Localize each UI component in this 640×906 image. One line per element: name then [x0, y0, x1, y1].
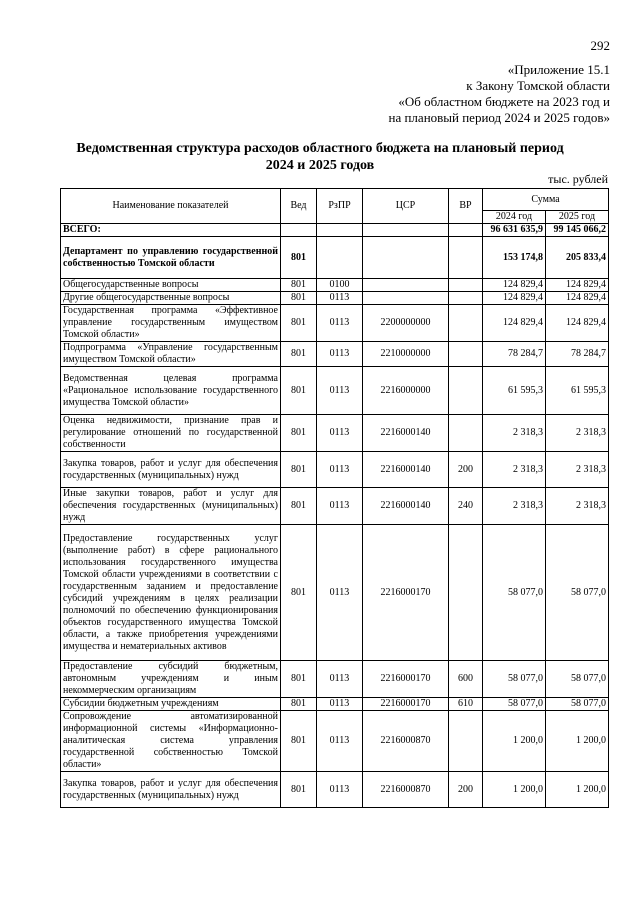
total-2025: 99 145 066,2 — [546, 224, 609, 237]
header-name: Наименование показателей — [61, 189, 281, 224]
row-2025: 124 829,4 — [546, 292, 609, 305]
header-sum: Сумма — [483, 189, 609, 211]
header-rzpr: РзПР — [317, 189, 363, 224]
row-ved: 801 — [281, 711, 317, 772]
row-vr — [449, 292, 483, 305]
row-2024: 58 077,0 — [483, 698, 546, 711]
row-ved: 801 — [281, 452, 317, 488]
row-rzpr: 0113 — [317, 488, 363, 525]
row-2024: 124 829,4 — [483, 292, 546, 305]
row-vr — [449, 279, 483, 292]
row-vr — [449, 367, 483, 415]
row-2025: 2 318,3 — [546, 452, 609, 488]
row-2025: 1 200,0 — [546, 772, 609, 808]
table-row — [61, 237, 609, 279]
annex-header — [389, 62, 611, 126]
row-2024: 2 318,3 — [483, 415, 546, 452]
row-2025: 1 200,0 — [546, 711, 609, 772]
row-csr — [363, 279, 449, 292]
title-line-1: Ведомственная структура расходов областного бюджета на плановый период — [76, 141, 564, 156]
table-row — [61, 342, 609, 367]
row-ved: 801 — [281, 292, 317, 305]
row-vr: 200 — [449, 452, 483, 488]
row-name: Сопровождение автоматизированной информационной системы «Информационно-аналитическая система управления государственной собственностью Томской области» — [61, 711, 281, 772]
row-2025: 58 077,0 — [546, 525, 609, 661]
row-rzpr: 0113 — [317, 342, 363, 367]
row-ved: 801 — [281, 279, 317, 292]
row-name: Оценка недвижимости, признание прав и регулирование отношений по государственной собственности — [61, 415, 281, 452]
row-ved: 801 — [281, 698, 317, 711]
table-row — [61, 711, 609, 772]
header-vr: ВР — [449, 189, 483, 224]
row-ved: 801 — [281, 772, 317, 808]
header-ved: Вед — [281, 189, 317, 224]
row-name: Предоставление субсидий бюджетным, автономным учреждениям и иным некоммерческим организациям — [61, 661, 281, 698]
row-vr — [449, 237, 483, 279]
row-2025: 2 318,3 — [546, 488, 609, 525]
row-vr: 610 — [449, 698, 483, 711]
row-vr: 600 — [449, 661, 483, 698]
row-name: Государственная программа «Эффективное управление государственным имуществом Томской области» — [61, 305, 281, 342]
row-rzpr: 0113 — [317, 661, 363, 698]
row-csr: 2216000140 — [363, 452, 449, 488]
total-2024: 96 631 635,9 — [483, 224, 546, 237]
row-rzpr: 0113 — [317, 711, 363, 772]
total-csr — [363, 224, 449, 237]
row-vr — [449, 415, 483, 452]
row-2025: 124 829,4 — [546, 279, 609, 292]
row-csr: 2210000000 — [363, 342, 449, 367]
row-rzpr: 0113 — [317, 525, 363, 661]
row-2024: 78 284,7 — [483, 342, 546, 367]
units-label: тыс. рублей — [548, 172, 608, 186]
row-name: Подпрограмма «Управление государственным имуществом Томской области» — [61, 342, 281, 367]
row-name: Закупка товаров, работ и услуг для обеспечения государственных (муниципальных) нужд — [61, 452, 281, 488]
row-ved: 801 — [281, 237, 317, 279]
row-csr: 2216000140 — [363, 415, 449, 452]
row-2024: 153 174,8 — [483, 237, 546, 279]
row-ved: 801 — [281, 525, 317, 661]
row-2024: 2 318,3 — [483, 452, 546, 488]
row-name: Субсидии бюджетным учреждениям — [61, 698, 281, 711]
row-csr — [363, 292, 449, 305]
budget-table — [60, 188, 609, 808]
row-2024: 124 829,4 — [483, 279, 546, 292]
page-number: 292 — [590, 38, 610, 53]
row-2025: 61 595,3 — [546, 367, 609, 415]
header-2024: 2024 год — [483, 211, 546, 224]
title-line-2: 2024 и 2025 годов — [265, 158, 375, 173]
row-csr: 2200000000 — [363, 305, 449, 342]
table-row — [61, 415, 609, 452]
annex-line-2: к Закону Томской области — [466, 78, 610, 93]
row-ved: 801 — [281, 415, 317, 452]
table-row — [61, 488, 609, 525]
row-name: Иные закупки товаров, работ и услуг для обеспечения государственных (муниципальных) нужд — [61, 488, 281, 525]
total-rzpr — [317, 224, 363, 237]
row-rzpr: 0113 — [317, 698, 363, 711]
row-vr — [449, 305, 483, 342]
annex-line-1: «Приложение 15.1 — [507, 62, 610, 77]
row-rzpr: 0100 — [317, 279, 363, 292]
row-2024: 1 200,0 — [483, 711, 546, 772]
row-csr: 2216000140 — [363, 488, 449, 525]
row-rzpr — [317, 237, 363, 279]
row-2025: 58 077,0 — [546, 661, 609, 698]
row-ved: 801 — [281, 661, 317, 698]
table-row — [61, 292, 609, 305]
row-csr: 2216000000 — [363, 367, 449, 415]
annex-line-3: «Об областном бюджете на 2023 год и — [398, 94, 610, 109]
row-name: Общегосударственные вопросы — [61, 279, 281, 292]
row-vr — [449, 342, 483, 367]
row-2024: 61 595,3 — [483, 367, 546, 415]
row-2024: 58 077,0 — [483, 525, 546, 661]
row-ved: 801 — [281, 305, 317, 342]
row-csr: 2216000170 — [363, 661, 449, 698]
row-name: Предоставление государственных услуг (выполнение работ) в сфере рационального использования государственного имущества Томской области учреждениями в соответствии с государственным заданием и предоставление субсидий учреждениям в целях реализации полномочий по обеспечению функционирования объектов государственного имущества Томской области, а также приобретения учреждениями имущества и нематериальных активов — [61, 525, 281, 661]
row-csr: 2216000170 — [363, 525, 449, 661]
row-ved: 801 — [281, 488, 317, 525]
row-rzpr: 0113 — [317, 367, 363, 415]
document-title — [40, 140, 600, 174]
total-row — [61, 224, 609, 237]
row-rzpr: 0113 — [317, 305, 363, 342]
table-row — [61, 698, 609, 711]
row-vr — [449, 525, 483, 661]
row-csr: 2216000170 — [363, 698, 449, 711]
table-row — [61, 279, 609, 292]
table-row — [61, 305, 609, 342]
table-row — [61, 525, 609, 661]
table-row — [61, 772, 609, 808]
row-2025: 205 833,4 — [546, 237, 609, 279]
header-csr: ЦСР — [363, 189, 449, 224]
row-rzpr: 0113 — [317, 415, 363, 452]
row-name: Ведомственная целевая программа «Рациональное использование государственного имущества Томской области» — [61, 367, 281, 415]
row-ved: 801 — [281, 367, 317, 415]
row-name: Другие общегосударственные вопросы — [61, 292, 281, 305]
header-2025: 2025 год — [546, 211, 609, 224]
row-name: Департамент по управлению государственной собственностью Томской области — [61, 237, 281, 279]
row-2025: 78 284,7 — [546, 342, 609, 367]
row-rzpr: 0113 — [317, 772, 363, 808]
row-vr: 240 — [449, 488, 483, 525]
table-header — [61, 189, 609, 224]
row-csr: 2216000870 — [363, 772, 449, 808]
row-2024: 2 318,3 — [483, 488, 546, 525]
row-vr — [449, 711, 483, 772]
row-2024: 124 829,4 — [483, 305, 546, 342]
table-row — [61, 367, 609, 415]
row-name: Закупка товаров, работ и услуг для обеспечения государственных (муниципальных) нужд — [61, 772, 281, 808]
total-label: ВСЕГО: — [61, 224, 281, 237]
row-csr: 2216000870 — [363, 711, 449, 772]
row-2025: 124 829,4 — [546, 305, 609, 342]
row-2024: 58 077,0 — [483, 661, 546, 698]
row-2025: 58 077,0 — [546, 698, 609, 711]
row-2024: 1 200,0 — [483, 772, 546, 808]
row-vr: 200 — [449, 772, 483, 808]
total-ved — [281, 224, 317, 237]
table-row — [61, 661, 609, 698]
row-ved: 801 — [281, 342, 317, 367]
row-csr — [363, 237, 449, 279]
annex-line-4: на плановый период 2024 и 2025 годов» — [388, 110, 610, 125]
row-2025: 2 318,3 — [546, 415, 609, 452]
row-rzpr: 0113 — [317, 292, 363, 305]
row-rzpr: 0113 — [317, 452, 363, 488]
total-vr — [449, 224, 483, 237]
table-row — [61, 452, 609, 488]
